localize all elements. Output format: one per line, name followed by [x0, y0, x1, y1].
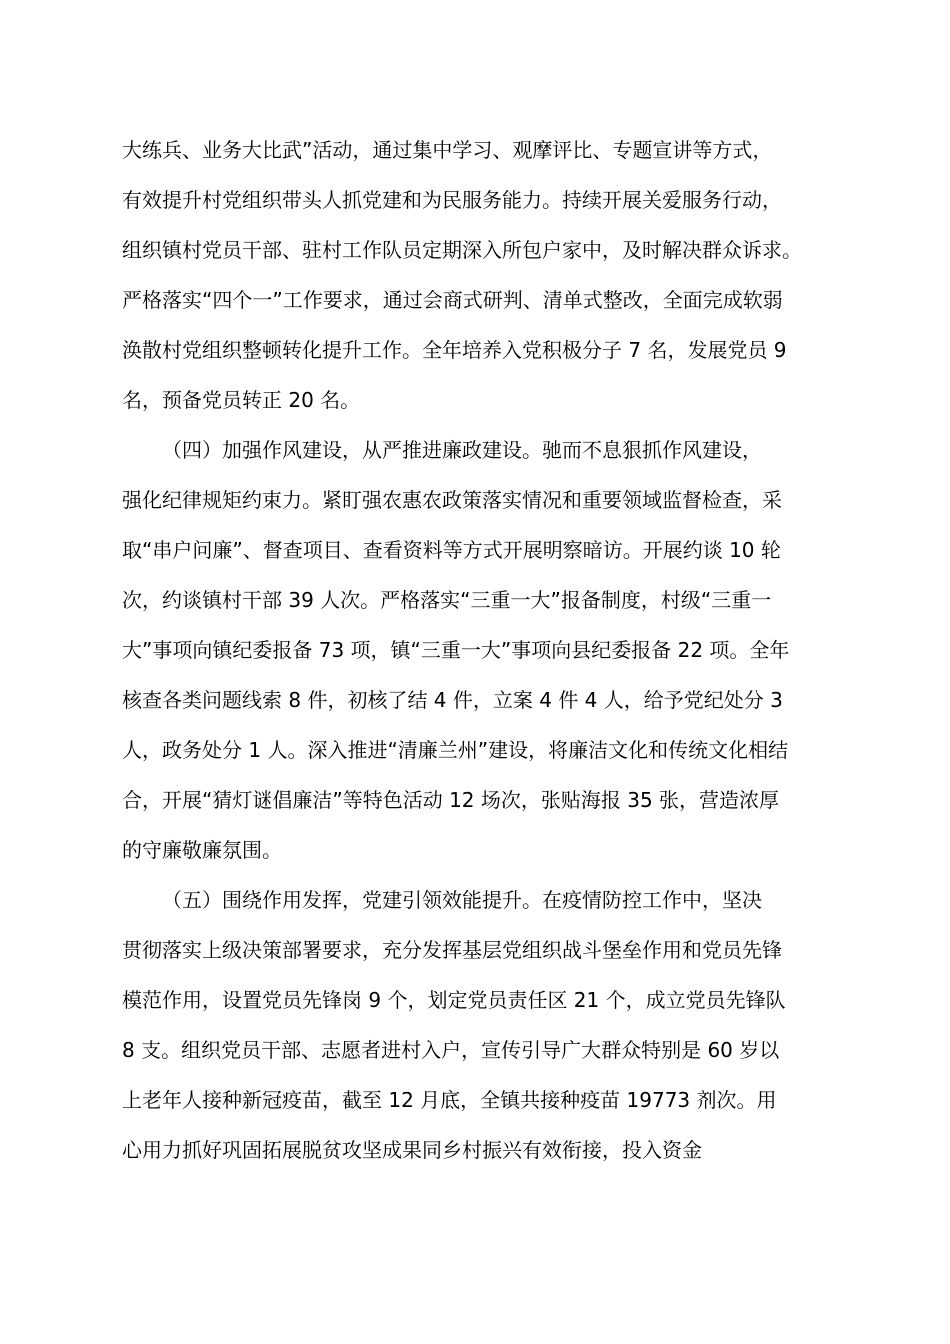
text-line: 心用力抓好巩固拓展脱贫攻坚成果同乡村振兴有效衔接，投入资金 — [122, 1138, 702, 1162]
text-line: 名，预备党员转正 20 名。 — [122, 388, 361, 412]
text-line: 强化纪律规矩约束力。紧盯强农惠农政策落实情况和重要领域监督检查，采 — [122, 488, 782, 512]
text-line: 8 支。组织党员干部、志愿者进村入户，宣传引导广大群众特别是 60 岁以 — [122, 1038, 780, 1062]
text-line: 有效提升村党组织带头人抓党建和为民服务能力。持续开展关爱服务行动， — [122, 188, 782, 212]
text-line: 核查各类问题线索 8 件，初核了结 4 件，立案 4 件 4 人，给予党纪处分 3 — [122, 688, 783, 712]
text-line: 模范作用，设置党员先锋岗 9 个，划定党员责任区 21 个，成立党员先锋队 — [122, 988, 786, 1012]
text-line: 组织镇村党员干部、驻村工作队员定期深入所包户家中，及时解决群众诉求。 — [122, 238, 802, 262]
text-line: 的守廉敬廉氛围。 — [122, 838, 282, 862]
text-line: 大”事项向镇纪委报备 73 项，镇“三重一大”事项向县纪委报备 22 项。全年 — [122, 638, 790, 662]
text-line: 涣散村党组织整顿转化提升工作。全年培养入党积极分子 7 名，发展党员 9 — [122, 338, 787, 362]
text-line: 取“串户问廉”、督查项目、查看资料等方式开展明察暗访。开展约谈 10 轮 — [122, 538, 781, 562]
section-heading-line: （四）加强作风建设，从严推进廉政建设。驰而不息狠抓作风建设， — [162, 438, 762, 462]
text-line: 合，开展“猜灯谜倡廉洁”等特色活动 12 场次，张贴海报 35 张，营造浓厚 — [122, 788, 780, 812]
text-line: 次，约谈镇村干部 39 人次。严格落实“三重一大”报备制度，村级“三重一 — [122, 588, 772, 612]
text-line: 大练兵、业务大比武”活动，通过集中学习、观摩评比、专题宣讲等方式， — [122, 138, 773, 162]
text-line: 贯彻落实上级决策部署要求，充分发挥基层党组织战斗堡垒作用和党员先锋 — [122, 938, 782, 962]
text-line: 人，政务处分 1 人。深入推进“清廉兰州”建设，将廉洁文化和传统文化相结 — [122, 738, 789, 762]
text-line: 上老年人接种新冠疫苗，截至 12 月底，全镇共接种疫苗 19773 剂次。用 — [122, 1088, 777, 1112]
section-heading-line: （五）围绕作用发挥，党建引领效能提升。在疫情防控工作中，坚决 — [162, 888, 762, 912]
text-line: 严格落实“四个一”工作要求，通过会商式研判、清单式整改，全面完成软弱 — [122, 288, 783, 312]
